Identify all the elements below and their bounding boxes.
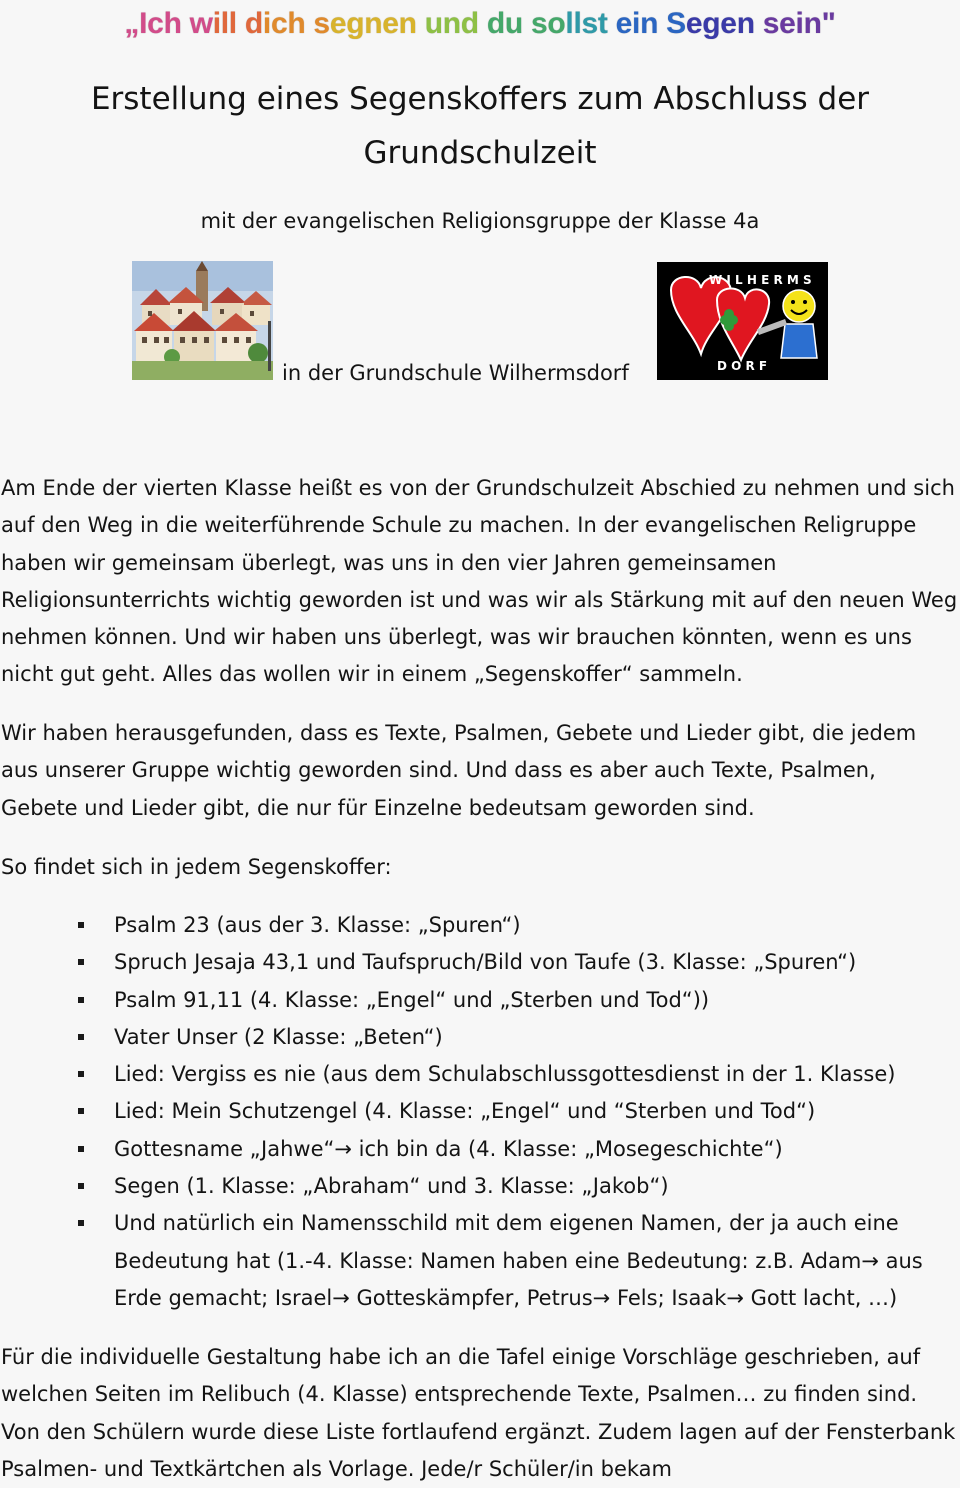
list-item: Lied: Mein Schutzengel (4. Klasse: „Engel“ und “Sterben und Tod“) bbox=[0, 1093, 960, 1130]
document-title: Erstellung eines Segenskoffers zum Abschluss der Grundschulzeit bbox=[90, 81, 870, 171]
list-item: Psalm 23 (aus der 3. Klasse: „Spuren“) bbox=[0, 907, 960, 944]
closing-paragraph: Für die individuelle Gestaltung habe ich an die Tafel einige Vorschläge geschrieben, auf welchen Seiten im Relibuch (4. Klasse) entsprechende Texte, Psalmen… zu finden sind. Von den Schülern wurde diese Liste fortlaufend ergänzt. Zudem lagen auf der Fensterbank Psalmen- und Textkärtchen als Vorlage. Jede/r Schüler/in bekam bbox=[1, 1345, 956, 1481]
list-item: Und natürlich ein Namensschild mit dem eigenen Namen, der ja auch eine Bedeutung hat (1.-4. Klasse: Namen haben eine Bedeutung: z.B. Adam→ aus Erde gemacht; Israel→ Gotteskämpfer, Petrus→ Fels; Isaak→ Gott lacht, …) bbox=[0, 1205, 960, 1317]
intro-paragraph: Am Ende der vierten Klasse heißt es von der Grundschulzeit Abschied zu nehmen und sich auf den Weg in die weiterführende Schule zu machen. In der evangelischen Religruppe haben wir gemeinsam überlegt, was uns in den vier Jahren gemeinsamen Religionsunterrichts wichtig geworden ist und was wir als Stärkung mit auf den neuen Weg nehmen können. Und wir haben uns überlegt, was wir brauchen könnten, wenn es uns nicht gut geht. Alles das wollen wir in einem „Segenskoffer“ sammeln. bbox=[1, 476, 958, 687]
square-bullet-icon bbox=[78, 959, 84, 965]
square-bullet-icon bbox=[78, 1183, 84, 1189]
square-bullet-icon bbox=[78, 1034, 84, 1040]
square-bullet-icon bbox=[78, 1071, 84, 1077]
square-bullet-icon bbox=[78, 997, 84, 1003]
square-bullet-icon bbox=[78, 922, 84, 928]
list-item: Segen (1. Klasse: „Abraham“ und 3. Klasse: „Jakob“) bbox=[0, 1168, 960, 1205]
list-item: Psalm 91,11 (4. Klasse: „Engel“ und „Sterben und Tod“)) bbox=[0, 982, 960, 1019]
square-bullet-icon bbox=[78, 1146, 84, 1152]
svg-text:D O R F: D O R F bbox=[717, 359, 768, 373]
town-illustration bbox=[132, 261, 273, 380]
list-intro: So findet sich in jedem Segenskoffer: bbox=[1, 855, 392, 879]
svg-text:W I L H E R M S: W I L H E R M S bbox=[709, 273, 812, 287]
list-item: Spruch Jesaja 43,1 und Taufspruch/Bild von Taufe (3. Klasse: „Spuren“) bbox=[0, 944, 960, 981]
square-bullet-icon bbox=[78, 1108, 84, 1114]
list-item: Lied: Vergiss es nie (aus dem Schulabschlussgottesdienst in der 1. Klasse) bbox=[0, 1056, 960, 1093]
segenskoffer-list bbox=[0, 907, 960, 1317]
list-item: Gottesname „Jahwe“→ ich bin da (4. Klasse: „Mosegeschichte“) bbox=[0, 1131, 960, 1168]
document-subtitle: mit der evangelischen Religionsgruppe der Klasse 4a bbox=[200, 209, 760, 233]
school-line: in der Grundschule Wilhermsdorf bbox=[282, 361, 629, 385]
school-logo bbox=[657, 262, 828, 380]
found-paragraph: Wir haben herausgefunden, dass es Texte, Psalmen, Gebete und Lieder gibt, die jedem aus unserer Gruppe wichtig geworden sind. Und dass es aber auch Texte, Psalmen, Gebete und Lieder gibt, die nur für Einzelne bedeutsam geworden sind. bbox=[1, 721, 917, 820]
list-item: Vater Unser (2 Klasse: „Beten“) bbox=[0, 1019, 960, 1056]
motto-heading: „Ich will dich segnen und du sollst ein Segen sein" bbox=[124, 7, 836, 40]
square-bullet-icon bbox=[78, 1220, 84, 1226]
